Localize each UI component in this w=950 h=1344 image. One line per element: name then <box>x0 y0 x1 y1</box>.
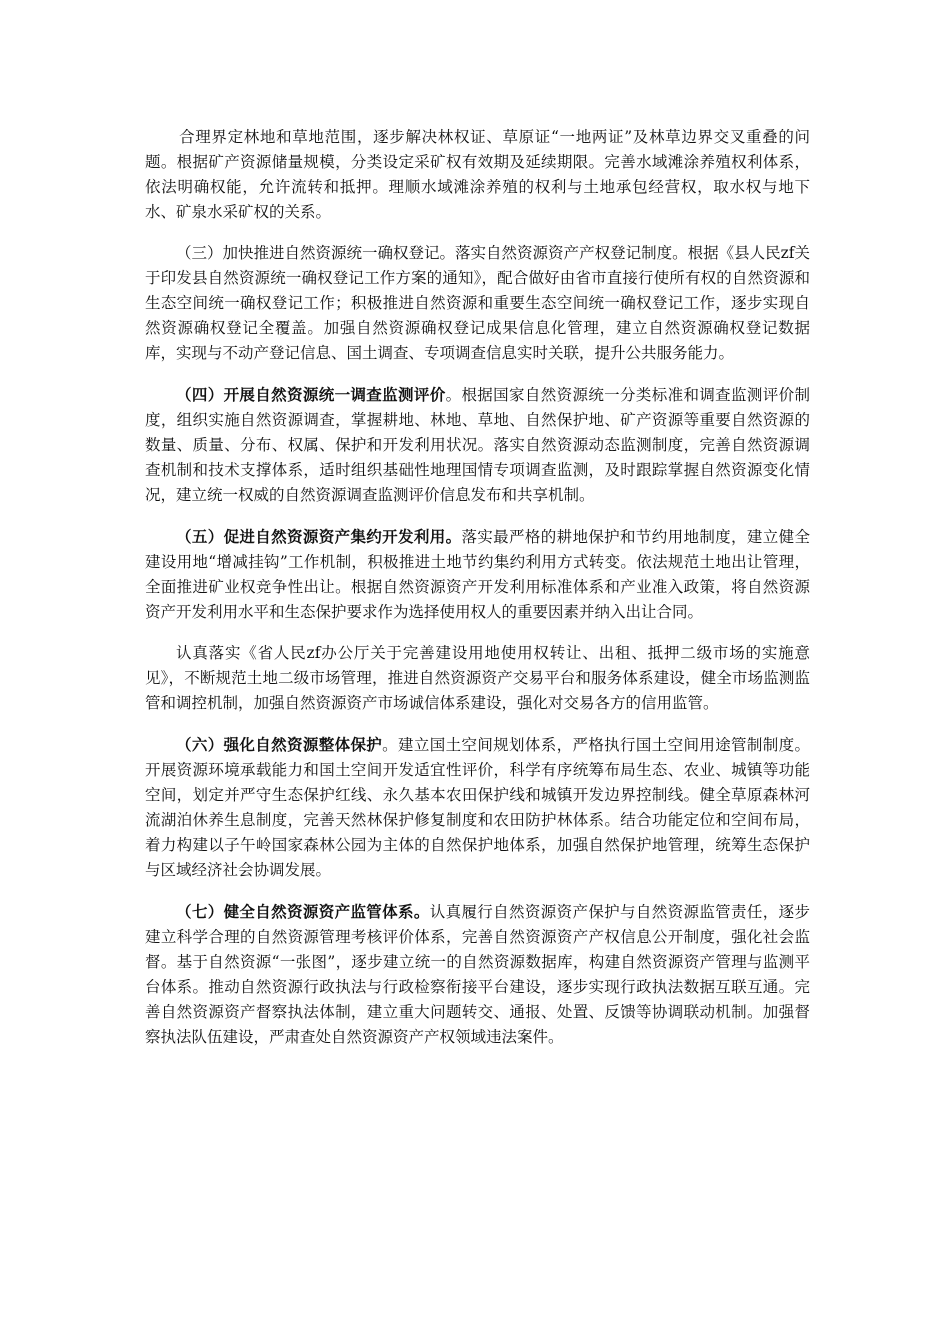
paragraph-text: 。建立国土空间规划体系，严格执行国土空间用途管制制度。开展资源环境承载能力和国土空间开发适宜性评价，科学有序统筹布局生态、农业、城镇等功能空间，划定并严守生态保护红线、永久基本农田保护线和城镇开发边界控制线。健全草原森林河流湖泊休养生息制度，完善天然林保护修复制度和农田防护林体系。结合功能定位和空间布局，着力构建以子午岭国家森林公园为主体的自然保护地体系，加强自然保护地管理，统筹生态保护与区域经济社会协调发展。 <box>145 736 810 879</box>
paragraph-text: 认真履行自然资源资产保护与自然资源监管责任，逐步建立科学合理的自然资源管理考核评价体系，完善自然资源资产产权信息公开制度，强化社会监督。基于自然资源“一张图”，逐步建立统一的自然资源数据库，构建自然资源资产管理与监测平台体系。推动自然资源行政执法与行政检察衔接平台建设，逐步实现行政执法数据互联互通。完善自然资源资产督察执法体制，建立重大问题转交、通报、处置、反馈等协调联动机制。加强督察执法队伍建设，严肃查处自然资源资产产权领域违法案件。 <box>145 903 810 1046</box>
paragraph-text: （三）加快推进自然资源统一确权登记。落实自然资源资产产权登记制度。根据《县人民zf关于印发县自然资源统一确权登记工作方案的通知》，配合做好由省市直接行使所有权的自然资源和生态空间统一确权登记工作；积极推进自然资源和重要生态空间统一确权登记工作，逐步实现自然资源确权登记全覆盖。加强自然资源确权登记成果信息化管理，建立自然资源确权登记数据库，实现与不动产登记信息、国土调查、专项调查信息实时关联，提升公共服务能力。 <box>145 244 810 362</box>
paragraph-section-5 <box>145 524 810 625</box>
section-heading: （六）强化自然资源整体保护 <box>176 735 383 754</box>
paragraph-text: 。根据国家自然资源统一分类标准和调查监测评价制度，组织实施自然资源调查，掌握耕地、林地、草地、自然保护地、矿产资源等重要自然资源的数量、质量、分布、权属、保护和开发利用状况。落实自然资源动态监测制度，完善自然资源调查机制和技术支撑体系，适时组织基础性地理国情专项调查监测，及时跟踪掌握自然资源变化情况，建立统一权威的自然资源调查监测评价信息发布和共享机制。 <box>145 386 810 504</box>
section-heading: （四）开展自然资源统一调查监测评价 <box>176 385 446 404</box>
paragraph-market <box>145 641 810 716</box>
paragraph-text: 合理界定林地和草地范围，逐步解决林权证、草原证“一地两证”及林草边界交叉重叠的问题。根据矿产资源储量规模，分类设定采矿权有效期及延续期限。完善水域滩涂养殖权利体系，依法明确权能，允许流转和抵押。理顺水域滩涂养殖的权利与土地承包经营权，取水权与地下水、矿泉水采矿权的关系。 <box>145 128 810 221</box>
document-body <box>145 125 810 1061</box>
paragraph-section-6 <box>145 732 810 883</box>
section-heading: （五）促进自然资源资产集约开发利用。 <box>176 527 462 546</box>
paragraph-section-4 <box>145 382 810 508</box>
paragraph-land-grass <box>145 125 810 225</box>
paragraph-text: 认真落实《省人民zf办公厅关于完善建设用地使用权转让、出租、抵押二级市场的实施意见》，不断规范土地二级市场管理，推进自然资源资产交易平台和服务体系建设，健全市场监测监管和调控机制，加强自然资源资产市场诚信体系建设，强化对交易各方的信用监管。 <box>145 644 810 712</box>
paragraph-section-3 <box>145 241 810 366</box>
paragraph-section-7 <box>145 899 810 1050</box>
section-heading: （七）健全自然资源资产监管体系。 <box>176 902 430 921</box>
paragraph-text: 落实最严格的耕地保护和节约用地制度，建立健全建设用地“增减挂钩”工作机制，积极推进土地节约集约利用方式转变。依法规范土地出让管理，全面推进矿业权竞争性出让。根据自然资源资产开发利用标准体系和产业准入政策，将自然资源资产开发利用水平和生态保护要求作为选择使用权人的重要因素并纳入出让合同。 <box>145 528 810 621</box>
